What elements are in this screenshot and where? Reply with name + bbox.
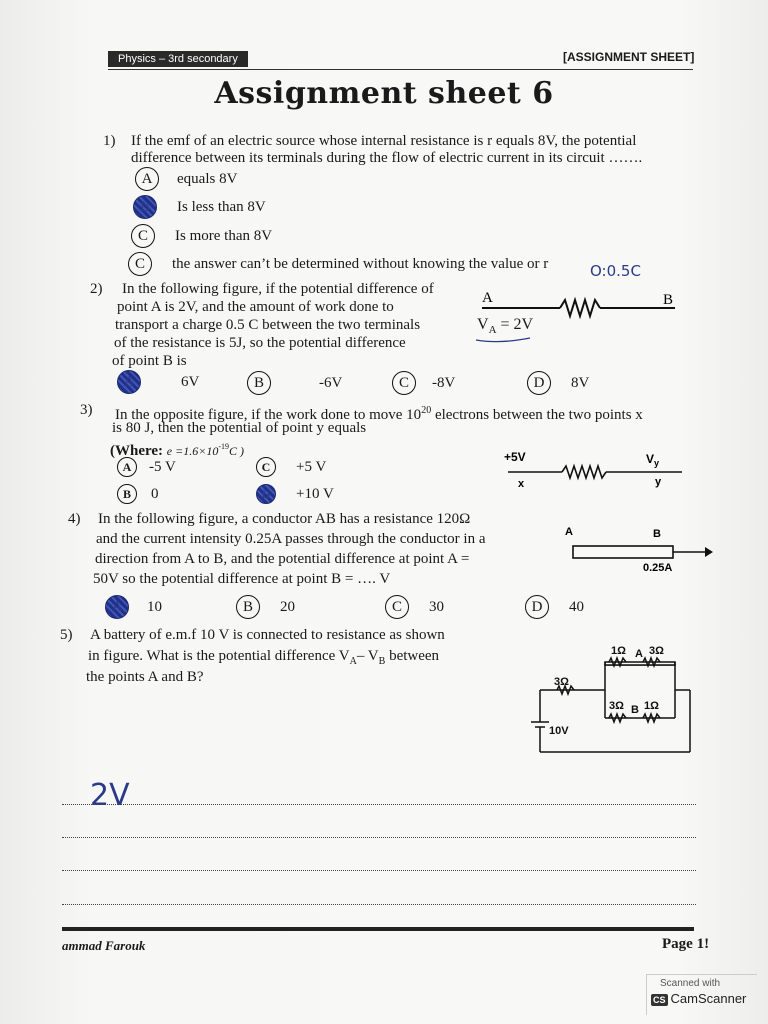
page-number: Page 1!: [662, 936, 710, 952]
footer-rule: [62, 927, 694, 931]
q5-fig-b: B: [631, 704, 639, 716]
option-letter: B: [117, 484, 137, 504]
q3-option-c[interactable]: [256, 457, 326, 477]
q5-number: 5): [60, 627, 73, 643]
option-letter-selected: A: [117, 370, 141, 394]
q2-option-a[interactable]: [117, 370, 199, 394]
q1-line2: difference between its terminals during the flow of electric current in its circuit …….: [131, 150, 643, 166]
option-text: 30: [429, 599, 444, 615]
q4-fig-a: A: [565, 526, 573, 538]
q3-option-a[interactable]: [117, 457, 176, 477]
header-rule: [108, 69, 693, 70]
q2-line1: In the following figure, if the potential difference of: [122, 281, 434, 297]
header-right-label: [ASSIGNMENT SHEET]: [563, 50, 695, 64]
option-text: 8V: [571, 375, 590, 391]
answer-line: [62, 803, 696, 805]
q2-line5: of point B is: [112, 353, 187, 369]
q5-fig-r-top-left: 1Ω: [611, 645, 626, 657]
q5-fig-r-bot-left: 3Ω: [609, 700, 624, 712]
answer-line: [62, 869, 696, 871]
option-text: +10 V: [296, 486, 334, 502]
q2-line2: point A is 2V, and the amount of work done to: [117, 299, 394, 315]
q1-option-b[interactable]: [133, 195, 266, 219]
q4-option-a[interactable]: [105, 595, 162, 619]
option-letter-selected: B: [133, 195, 157, 219]
footer-author: ammad Farouk: [62, 938, 146, 953]
q1-option-a[interactable]: [135, 167, 237, 191]
option-text: the answer can’t be determined without knowing the value or r: [172, 256, 549, 272]
option-text: -8V: [432, 375, 456, 391]
q2-option-b[interactable]: [247, 371, 342, 395]
q4-line1: In the following figure, a conductor AB has a resistance 120Ω: [98, 511, 471, 527]
q3-fig-right-v: $V_y$: [646, 452, 660, 468]
q4-conductor-figure: [545, 523, 715, 573]
q3-where: (Where: $e =1.6\times 10^{-19}C$ ): [110, 442, 244, 459]
q5-circuit-figure: [525, 640, 700, 760]
option-letter: D: [525, 595, 549, 619]
q4-fig-current: 0.25A: [643, 562, 673, 573]
q2-line3: transport a charge 0.5 C between the two terminals: [115, 317, 421, 333]
q3-option-b[interactable]: [117, 484, 159, 504]
option-letter: C: [128, 252, 152, 276]
option-text: 6V: [181, 374, 200, 390]
option-letter-selected: D: [256, 484, 276, 504]
q4-option-b[interactable]: [236, 595, 295, 619]
option-text: Is more than 8V: [175, 228, 273, 244]
q5-fig-battery: 10V: [549, 725, 569, 737]
option-letter: B: [236, 595, 260, 619]
option-letter: C: [131, 224, 155, 248]
q4-option-d[interactable]: [525, 595, 584, 619]
camscanner-logo-icon: CS: [653, 995, 666, 1005]
q5-line1: A battery of e.m.f 10 V is connected to resistance as shown: [90, 627, 445, 643]
q1-option-c[interactable]: [131, 224, 272, 248]
option-letter: C: [256, 457, 276, 477]
q3-fig-left-v: +5V: [504, 450, 526, 464]
option-letter: A: [135, 167, 159, 191]
q3-line1: In the opposite figure, if the work done to move $10^{20}$ electrons between the two points x: [115, 405, 643, 423]
camscanner-caption: Scanned with: [660, 978, 721, 989]
q2-line4: of the resistance is 5J, so the potential difference: [114, 335, 406, 351]
q2-fig-b: B: [663, 292, 674, 308]
option-letter: D: [527, 371, 551, 395]
page-title: Assignment sheet 6: [214, 76, 554, 111]
camscanner-name: CS CamScanner: [653, 991, 747, 1006]
option-text: 20: [280, 599, 295, 615]
option-text: Is less than 8V: [177, 199, 266, 215]
option-letter-selected: A: [105, 595, 129, 619]
q2-option-c[interactable]: [392, 371, 455, 395]
option-text: 10: [147, 599, 162, 615]
q4-number: 4): [68, 511, 81, 527]
q4-line4: 50V so the potential difference at point B = …. V: [93, 571, 391, 587]
q5-line2: in figure. What is the potential difference $V_A-$ $V_B$ between: [88, 648, 440, 667]
q2-number: 2): [90, 281, 103, 297]
option-letter: C: [392, 371, 416, 395]
option-text: +5 V: [296, 459, 327, 475]
q5-handwritten-answer: 2V: [90, 778, 130, 813]
q3-resistor-figure: [500, 447, 690, 492]
q4-line3: direction from A to B, and the potential difference at point A =: [95, 551, 470, 567]
option-text: 0: [151, 486, 159, 502]
q2-fig-a: A: [482, 290, 493, 306]
option-letter: A: [117, 457, 137, 477]
q5-fig-a: A: [635, 648, 643, 660]
q5-fig-r-left: 3Ω: [554, 676, 569, 688]
option-text: equals 8V: [177, 171, 238, 187]
q3-number: 3): [80, 402, 93, 418]
q4-line2: and the current intensity 0.25A passes through the conductor in a: [96, 531, 486, 547]
q3-fig-x: x: [518, 478, 525, 490]
answer-line: [62, 836, 696, 838]
handwritten-note: O:0.5C: [590, 262, 641, 280]
option-text: -5 V: [149, 459, 176, 475]
q4-fig-b: B: [653, 528, 661, 540]
q4-option-c[interactable]: [385, 595, 444, 619]
option-letter: C: [385, 595, 409, 619]
q1-option-d[interactable]: [128, 252, 548, 276]
q3-fig-y: y: [655, 476, 662, 488]
q2-va-label: $V_A = 2V$: [477, 316, 534, 337]
q1-number: 1): [103, 133, 116, 149]
q3-option-d[interactable]: [256, 484, 334, 504]
q3-line2: is 80 J, then the potential of point y equals: [112, 420, 367, 436]
q2-option-d[interactable]: [527, 371, 589, 395]
option-letter: B: [247, 371, 271, 395]
q5-fig-r-bot-right: 1Ω: [644, 700, 659, 712]
subject-tag: Physics – 3rd secondary: [108, 51, 248, 67]
q1-line1: If the emf of an electric source whose internal resistance is r equals 8V, the potential: [131, 133, 637, 149]
option-text: -6V: [319, 375, 343, 391]
q5-fig-r-top-right: 3Ω: [649, 645, 664, 657]
option-text: 40: [569, 599, 584, 615]
q5-line3: the points A and B?: [86, 669, 204, 685]
answer-line: [62, 903, 696, 905]
